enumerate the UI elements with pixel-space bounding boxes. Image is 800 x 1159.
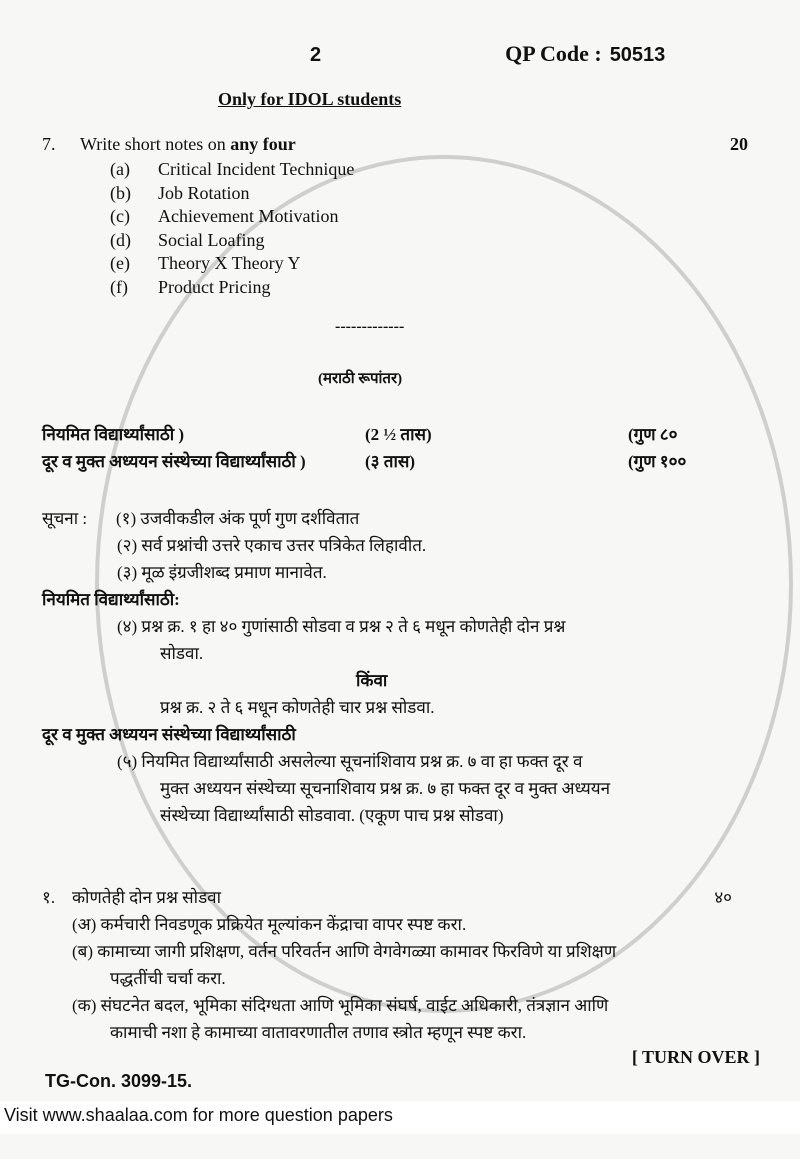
- q7-text-bold: any four: [230, 134, 296, 154]
- q7-item: [0, 205, 800, 229]
- tg-code: TG-Con. 3099-15.: [45, 1071, 193, 1091]
- q7-text-pre: Write short notes on: [80, 134, 231, 154]
- instruction-5c: संस्थेच्या विद्यार्थ्यांसाठी सोडवावा. (एकूण पाच प्रश्न सोडवा): [160, 806, 504, 825]
- item-text: Job Rotation: [158, 182, 250, 203]
- regular-heading: नियमित विद्यार्थ्यांसाठी:: [42, 590, 180, 609]
- footer-link[interactable]: Visit www.shaalaa.com for more question papers: [4, 1105, 393, 1125]
- or-text: किंवा: [356, 671, 388, 690]
- q7-item: [0, 182, 800, 206]
- instruction-5a: (५) नियमित विद्यार्थ्यांसाठी असलेल्या सूचनांशिवाय प्रश्न क्र. ७ वा हा फक्त दूर व: [117, 752, 583, 771]
- page-number: 2: [310, 44, 322, 66]
- distance-label: दूर व मुक्त अध्ययन संस्थेच्या विद्यार्थ्यांसाठी ): [42, 452, 306, 471]
- page-content: [0, 40, 800, 1095]
- instruction-3: (३) मूळ इंग्रजीशब्द प्रमाण मानावेत.: [117, 563, 327, 582]
- q7-item: [0, 276, 800, 300]
- separator: -------------: [335, 318, 405, 335]
- q7-number: 7.: [42, 134, 56, 154]
- instruction-5b: मुक्त अध्ययन संस्थेच्या सूचनाशिवाय प्रश्न क्र. ७ हा फक्त दूर व मुक्त अध्ययन: [160, 779, 611, 798]
- idol-heading: Only for IDOL students: [218, 89, 402, 109]
- instructions-label: सूचना :: [42, 509, 88, 528]
- q1-a: (अ) कर्मचारी निवडणूक प्रक्रियेत मूल्यांकन केंद्राचा वापर स्पष्ट करा.: [72, 915, 467, 934]
- item-text: Theory X Theory Y: [158, 253, 301, 273]
- item-text: Critical Incident Technique: [158, 159, 355, 179]
- q7-item: [0, 158, 800, 182]
- q1-b2: पद्धतींची चर्चा करा.: [110, 969, 226, 988]
- q7-item: [0, 229, 800, 253]
- instruction-1: (१) उजवीकडील अंक पूर्ण गुण दर्शवितात: [116, 509, 360, 528]
- q1-b1: (ब) कामाच्या जागी प्रशिक्षण, वर्तन परिवर्तन आणि वेगवेगळ्या कामावर फिरविणे या प्रशिक्षण: [72, 942, 617, 961]
- item-label: (e): [110, 253, 130, 273]
- turn-over: [ TURN OVER ]: [631, 1047, 760, 1067]
- q7-row: [0, 131, 800, 158]
- q7-item: [0, 252, 800, 276]
- item-text: Social Loafing: [158, 229, 265, 250]
- item-label: (a): [110, 159, 130, 179]
- regular-time: (2 ½ तास): [365, 425, 432, 444]
- instruction-4c: प्रश्न क्र. २ ते ६ मधून कोणतेही चार प्रश्न सोडवा.: [160, 698, 435, 717]
- footer-bar: [0, 1101, 800, 1134]
- header-row: [0, 40, 800, 70]
- distance-heading: दूर व मुक्त अध्ययन संस्थेच्या विद्यार्थ्यांसाठी: [42, 725, 296, 744]
- q1-c2: कामाची नशा हे कामाच्या वातावरणातील तणाव स्त्रोत म्हणून स्पष्ट करा.: [110, 1023, 527, 1042]
- item-text: Product Pricing: [158, 276, 271, 297]
- item-label: (f): [110, 276, 128, 297]
- item-label: (c): [110, 206, 130, 226]
- q1-row: [0, 884, 800, 911]
- q1-marks: ४०: [714, 888, 732, 907]
- qp-code-label: QP Code :: [505, 41, 602, 66]
- qp-code: 50513: [609, 44, 666, 66]
- instruction-row-1: [0, 505, 800, 532]
- q1-c1: (क) संघटनेत बदल, भूमिका संदिग्धता आणि भूमिका संघर्ष, वाईट अधिकारी, तंत्रज्ञान आणि: [72, 996, 609, 1015]
- q7-marks: 20: [730, 134, 748, 154]
- item-label: (b): [110, 182, 131, 203]
- q7-text: [80, 131, 730, 158]
- distance-time: (३ तास): [365, 452, 415, 471]
- item-text: Achievement Motivation: [158, 206, 339, 226]
- distance-row: [0, 448, 800, 475]
- q7-items: [0, 158, 800, 299]
- instruction-4a: (४) प्रश्न क्र. १ हा ४० गुणांसाठी सोडवा व प्रश्न २ ते ६ मधून कोणतेही दोन प्रश्न: [117, 617, 566, 636]
- instruction-4b: सोडवा.: [160, 644, 204, 663]
- q1-text: कोणतेही दोन प्रश्न सोडवा: [72, 888, 222, 907]
- regular-row: [0, 421, 800, 448]
- regular-label: नियमित विद्यार्थ्यांसाठी ): [42, 425, 185, 444]
- distance-marks: (गुण १००: [628, 452, 687, 471]
- q1-number: १.: [42, 888, 56, 907]
- instruction-2: (२) सर्व प्रश्नांची उत्तरे एकाच उत्तर पत्रिकेत लिहावीत.: [117, 536, 427, 555]
- item-label: (d): [110, 229, 131, 250]
- regular-marks: (गुण ८०: [628, 425, 678, 444]
- marathi-title: (मराठी रूपांतर): [318, 371, 403, 387]
